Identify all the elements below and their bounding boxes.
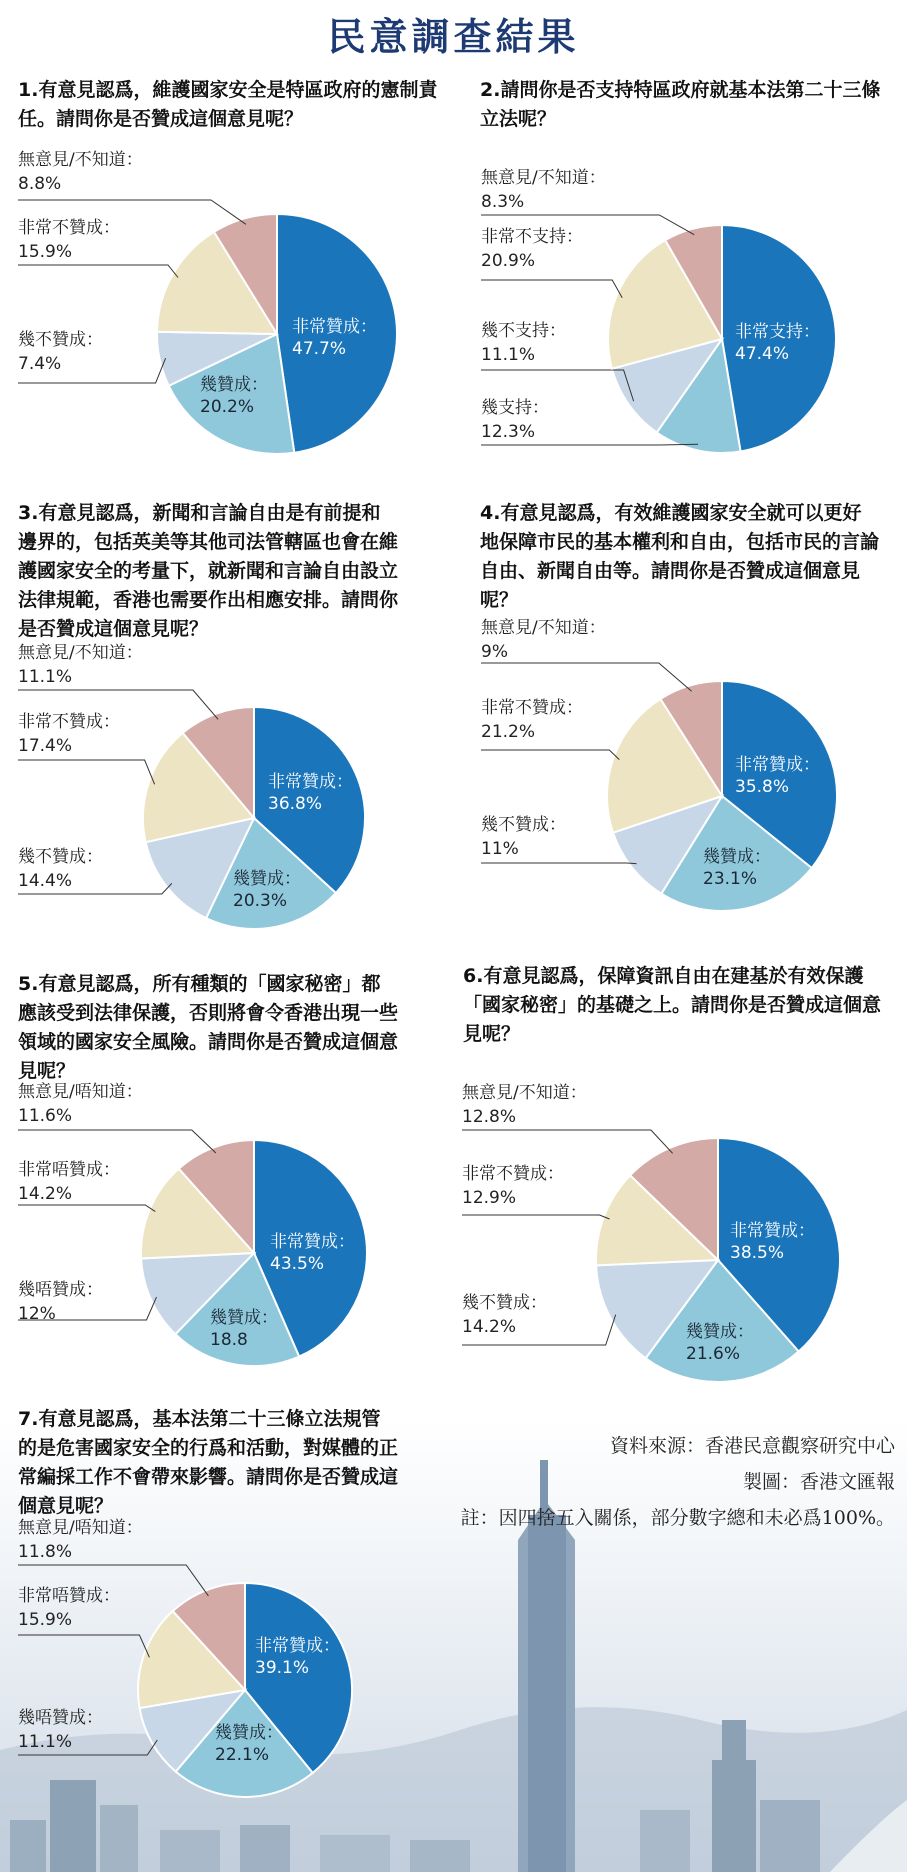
slice-value: 47.4%: [735, 344, 790, 364]
slice-label: 幾贊成：: [686, 1322, 754, 1342]
slice-label: 幾不贊成：: [462, 1293, 547, 1313]
leader-line: [18, 1635, 149, 1657]
question-4: 4.有意見認爲，有效維護國家安全就可以更好地保障市民的基本權利和自由，包括市民的言論自由、新聞自由等。請問你是否贊成這個意見呢？: [480, 502, 880, 611]
question-6: 6.有意見認爲，保障資訊自由在建基於有效保護「國家秘密」的基礎之上。請問你是否贊成這個意見呢？: [463, 965, 882, 1045]
leader-line: [481, 863, 637, 864]
slice-label: 幾贊成：: [233, 869, 301, 889]
pie-chart-6: [462, 1083, 840, 1382]
slice-value: 15.9%: [18, 242, 73, 262]
slice-value: 9%: [481, 642, 508, 662]
slice-value: 11.1%: [18, 1732, 73, 1752]
slice-value: 21.6%: [686, 1344, 741, 1364]
pie-chart-5: [18, 1082, 367, 1366]
pie-chart-1: [18, 150, 397, 454]
question-1: 1.有意見認爲，維護國家安全是特區政府的憲制責任。請問你是否贊成這個意見呢？: [18, 79, 438, 130]
question-3: 3.有意見認爲，新聞和言論自由是有前提和邊界的，包括英美等其他司法管轄區也會在維護國家安全的考量下，就新聞和言論自由設立法律規範，香港也需要作出相應安排。請問你是否贊成這個意見呢？: [18, 502, 399, 640]
leader-line: [481, 663, 692, 691]
pie-chart-2: [481, 168, 836, 453]
question-2: 2.請問你是否支持特區政府就基本法第二十三條立法呢？: [480, 79, 881, 130]
pie-chart-4: [481, 618, 837, 911]
slice-label: 幾支持：: [481, 398, 549, 418]
slice-label: 非常贊成：: [292, 317, 377, 337]
rounding-note: 註：因四捨五入關係，部分數字總和未必爲100%。: [460, 1507, 895, 1529]
leader-line: [18, 265, 178, 278]
slice-label: 非常不贊成：: [18, 712, 120, 732]
slice-value: 14.2%: [18, 1184, 73, 1204]
slice-value: 11.1%: [481, 345, 536, 365]
leader-line: [462, 1215, 610, 1219]
slice-label: 非常唔贊成：: [18, 1160, 120, 1180]
leader-line: [481, 750, 619, 760]
slice-value: 7.4%: [18, 354, 62, 374]
source-line: 資料來源：香港民意觀察研究中心: [609, 1435, 895, 1457]
slice-value: 14.4%: [18, 871, 73, 891]
slice-label: 幾唔贊成：: [18, 1280, 103, 1300]
slice-label: 非常贊成：: [735, 755, 820, 775]
slice-value: 11.8%: [18, 1542, 73, 1562]
slice-label: 幾不支持：: [481, 321, 566, 341]
slice-label: 無意見/不知道：: [18, 150, 143, 170]
slice-value: 8.8%: [18, 174, 62, 194]
slice-label: 幾贊成：: [215, 1723, 283, 1743]
slice-value: 12.8%: [462, 1107, 517, 1127]
slice-value: 8.3%: [481, 192, 525, 212]
leader-line: [481, 444, 698, 445]
slice-label: 無意見/不知道：: [462, 1083, 587, 1103]
slice-value: 22.1%: [215, 1745, 270, 1765]
leader-line: [18, 1130, 216, 1153]
slice-label: 幾不贊成：: [18, 847, 103, 867]
slice-value: 11.6%: [18, 1106, 73, 1126]
slice-label: 幾贊成：: [210, 1308, 278, 1328]
slice-label: 幾不贊成：: [481, 815, 566, 835]
slice-label: 非常贊成：: [270, 1232, 355, 1252]
leader-line: [18, 1205, 155, 1212]
slice-label: 無意見/唔知道：: [18, 1518, 143, 1538]
pie-chart-7: [18, 1518, 352, 1797]
slice-value: 11%: [481, 839, 519, 859]
slice-value: 43.5%: [270, 1254, 325, 1274]
slice-value: 21.2%: [481, 722, 536, 742]
slice-value: 20.2%: [200, 397, 255, 417]
slice-value: 12.3%: [481, 422, 536, 442]
question-5: 5.有意見認爲，所有種類的「國家秘密」都應該受到法律保護，否則將會令香港出現一些領域的國家安全風險。請問你是否贊成這個意見呢？: [18, 973, 399, 1082]
slice-value: 11.1%: [18, 667, 73, 687]
slice-value: 20.3%: [233, 891, 288, 911]
slice-label: 非常贊成：: [268, 772, 353, 792]
slice-value: 35.8%: [735, 777, 790, 797]
credit-line: 製圖：香港文匯報: [742, 1471, 895, 1493]
page-title: 民意調查結果: [327, 14, 580, 59]
slice-label: 非常贊成：: [730, 1221, 815, 1241]
leader-line: [481, 280, 622, 298]
slice-label: 非常不贊成：: [462, 1164, 564, 1184]
slice-value: 18.8: [210, 1330, 248, 1350]
pie-chart-3: [18, 643, 365, 929]
slice-label: 無意見/唔知道：: [18, 1082, 143, 1102]
slice-value: 12.9%: [462, 1188, 517, 1208]
slice-value: 12%: [18, 1304, 56, 1324]
slice-label: 非常不贊成：: [481, 698, 583, 718]
slice-value: 20.9%: [481, 251, 536, 271]
leader-line: [462, 1130, 673, 1153]
slice-value: 17.4%: [18, 736, 73, 756]
slice-value: 39.1%: [255, 1658, 310, 1678]
slice-value: 36.8%: [268, 794, 323, 814]
slice-label: 無意見/不知道：: [18, 643, 143, 663]
slice-label: 非常唔贊成：: [18, 1586, 120, 1606]
slice-value: 38.5%: [730, 1243, 785, 1263]
slice-value: 15.9%: [18, 1610, 73, 1630]
slice-value: 23.1%: [703, 869, 758, 889]
slice-value: 47.7%: [292, 339, 347, 359]
slice-value: 14.2%: [462, 1317, 517, 1337]
question-7: 7.有意見認爲，基本法第二十三條立法規管的是危害國家安全的行爲和活動，對媒體的正常編採工作不會帶來影響。請問你是否贊成這個意見呢？: [18, 1408, 399, 1517]
slice-label: 幾不贊成：: [18, 330, 103, 350]
leader-line: [18, 760, 155, 784]
slice-label: 幾贊成：: [200, 375, 268, 395]
slice-label: 幾唔贊成：: [18, 1708, 103, 1728]
slice-label: 非常贊成：: [255, 1636, 340, 1656]
slice-label: 無意見/不知道：: [481, 618, 606, 638]
slice-label: 無意見/不知道：: [481, 168, 606, 188]
slice-label: 非常支持：: [735, 322, 820, 342]
slice-label: 幾贊成：: [703, 847, 771, 867]
leader-line: [481, 370, 634, 401]
slice-label: 非常不支持：: [481, 227, 583, 247]
slice-label: 非常不贊成：: [18, 218, 120, 238]
